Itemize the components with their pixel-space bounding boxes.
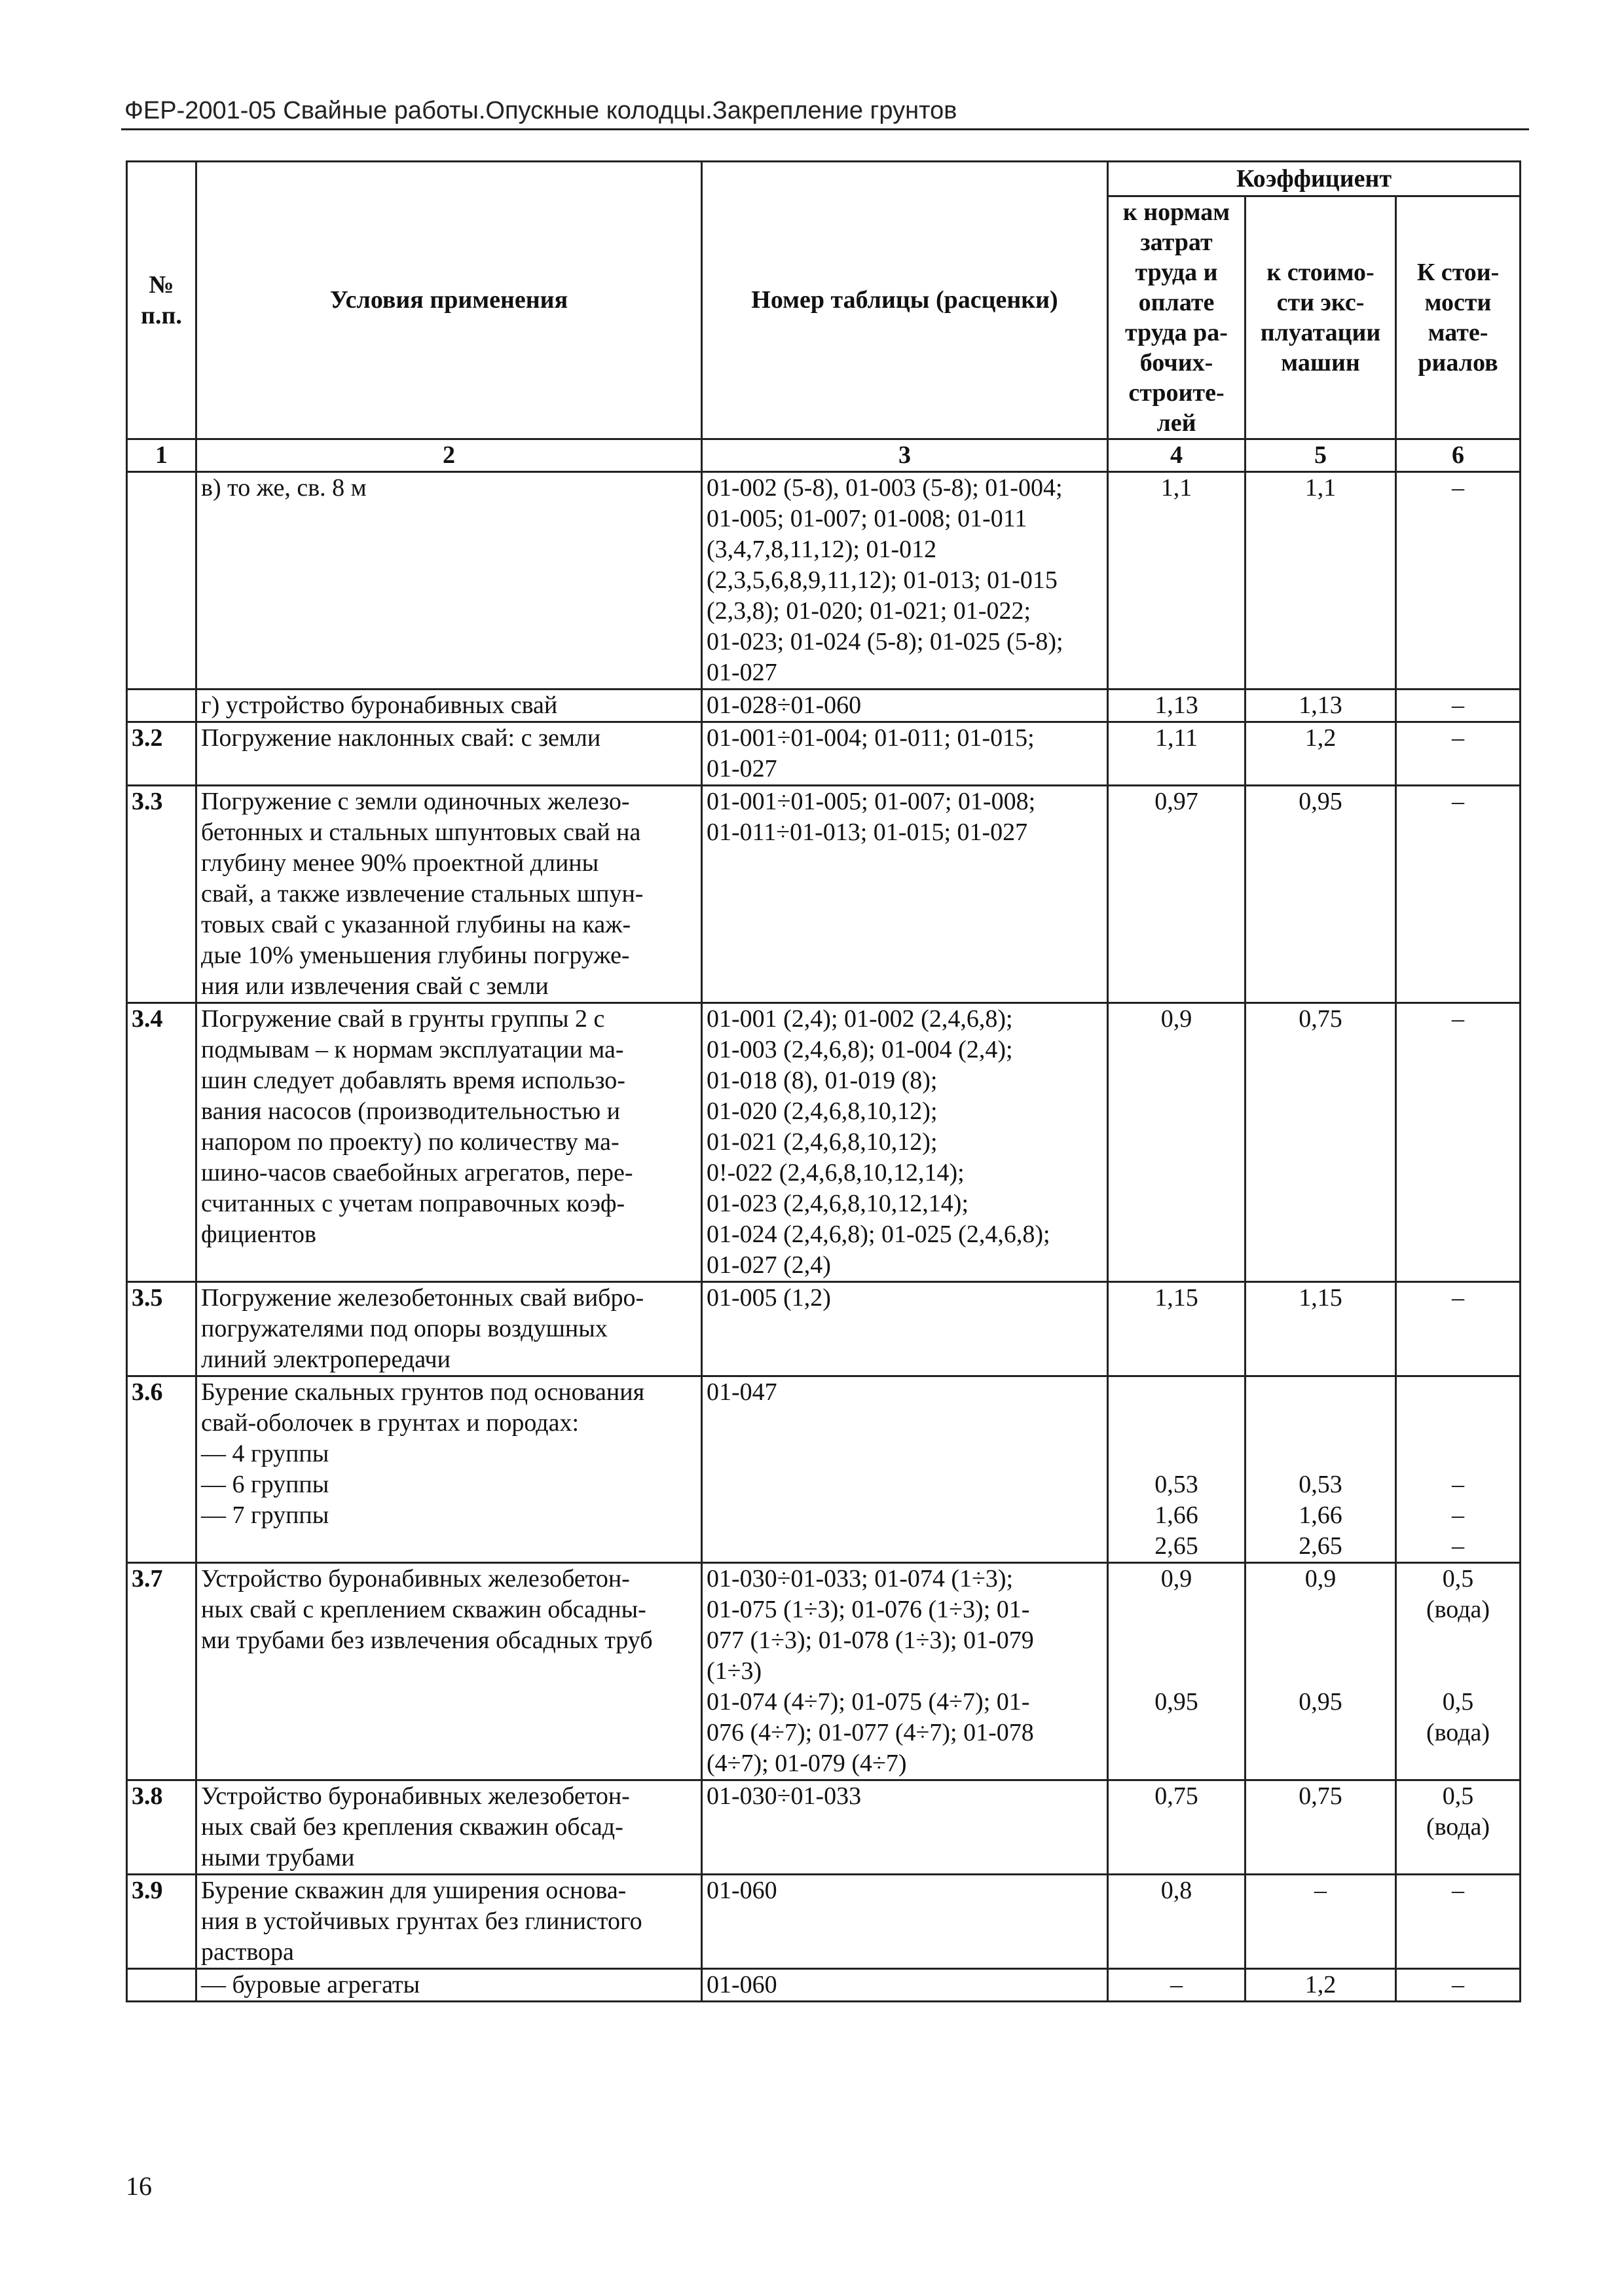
column-number: 5: [1246, 439, 1396, 472]
table-number-cell-line: 01-060: [707, 1971, 777, 1998]
materials-coef-cell-line: (вода): [1426, 1813, 1490, 1841]
condition-cell: [196, 1282, 702, 1376]
table-number-cell-line: (4÷7); 01-079 (4÷7): [707, 1750, 907, 1777]
machines-coef-cell-line: 2,65: [1299, 1532, 1342, 1560]
table-number-cell-line: 01-001 (2,4); 01-002 (2,4,6,8);: [707, 1005, 1013, 1033]
machines-coef-cell: [1246, 1875, 1396, 1969]
row-number: 3.8: [127, 1780, 196, 1875]
labor-coef-cell-line: –: [1170, 1971, 1183, 1998]
materials-coef-cell-line: [1401, 1625, 1515, 1656]
row-number: 3.3: [127, 786, 196, 1003]
condition-cell-line: фициентов: [201, 1221, 316, 1248]
row-number: 3.9: [127, 1875, 196, 1969]
machines-coef-cell-line: 0,95: [1299, 788, 1342, 815]
table-number-cell-line: 076 (4÷7); 01-077 (4÷7); 01-078: [707, 1719, 1034, 1746]
table-number-cell: [702, 1563, 1108, 1780]
machines-coef-cell-line: 0,53: [1299, 1471, 1342, 1498]
materials-coef-cell-line: –: [1452, 1877, 1465, 1904]
table-number-cell-line: 01-011÷01-013; 01-015; 01-027: [707, 819, 1028, 846]
labor-coef-cell: [1108, 1003, 1246, 1282]
condition-cell-line: дые 10% уменьшения глубины погруже-: [201, 942, 630, 969]
header-machines-line: сти экс-: [1276, 289, 1365, 316]
materials-coef-cell: [1396, 1563, 1521, 1780]
machines-coef-cell-line: 0,9: [1304, 1565, 1337, 1592]
labor-coef-cell-line: [1113, 1625, 1240, 1656]
condition-cell-line: Погружение свай в грунты группы 2 с: [201, 1005, 605, 1033]
row-number: [127, 1969, 196, 2002]
table-number-cell-line: 01-023 (2,4,6,8,10,12,14);: [707, 1190, 969, 1217]
header-coefficient: Коэффициент: [1108, 162, 1521, 196]
header-materials-line: мости: [1424, 289, 1492, 316]
table-number-cell: [702, 1003, 1108, 1282]
header-table-number: Номер таблицы (расценки): [702, 162, 1108, 439]
table-number-cell-line: (2,3,5,6,8,9,11,12); 01-013; 01-015: [707, 566, 1058, 594]
materials-coef-cell-line: [1401, 1377, 1515, 1408]
table-number-cell-line: 01-002 (5-8), 01-003 (5-8); 01-004;: [707, 474, 1063, 502]
condition-cell-line: — 7 группы: [201, 1501, 329, 1529]
row-number: 3.4: [127, 1003, 196, 1282]
condition-cell-line: Бурение скважин для уширения основа-: [201, 1877, 627, 1904]
labor-coef-cell-line: 0,95: [1154, 1688, 1198, 1716]
materials-coef-cell-line: (вода): [1426, 1719, 1490, 1746]
table-row: [127, 1969, 1521, 2002]
table-number-cell-line: 01-005 (1,2): [707, 1284, 831, 1312]
machines-coef-cell-line: –: [1314, 1877, 1327, 1904]
header-materials: [1396, 196, 1521, 439]
materials-coef-cell-line: 0,5: [1442, 1688, 1474, 1716]
condition-cell: [196, 1780, 702, 1875]
condition-cell: [196, 690, 702, 722]
materials-coef-cell-line: –: [1452, 1005, 1465, 1033]
table-number-cell-line: 01-023; 01-024 (5-8); 01-025 (5-8);: [707, 628, 1063, 655]
labor-coef-cell-line: 0,97: [1154, 788, 1198, 815]
table-number-cell-line: 01-021 (2,4,6,8,10,12);: [707, 1128, 938, 1156]
table-number-cell-line: 01-024 (2,4,6,8); 01-025 (2,4,6,8);: [707, 1221, 1050, 1248]
labor-coef-cell-line: 1,66: [1154, 1501, 1198, 1529]
table-number-cell-line: (1÷3): [707, 1657, 762, 1685]
materials-coef-cell-line: 0,5: [1442, 1565, 1474, 1592]
materials-coef-cell-line: –: [1452, 691, 1465, 719]
row-number: 3.5: [127, 1282, 196, 1376]
labor-coef-cell-line: [1113, 1377, 1240, 1408]
machines-coef-cell-line: 1,13: [1299, 691, 1342, 719]
table-number-cell-line: 01-027: [707, 659, 777, 686]
table-row: [127, 722, 1521, 786]
materials-coef-cell-line: –: [1452, 1971, 1465, 1998]
row-number: [127, 472, 196, 690]
table-number-cell-line: 01-001÷01-005; 01-007; 01-008;: [707, 788, 1036, 815]
table-row: [127, 1003, 1521, 1282]
header-num-line: п.п.: [141, 301, 182, 329]
condition-cell: [196, 1376, 702, 1563]
running-header: ФЕР-2001-05 Свайные работы.Опускные колодцы.Закрепление грунтов: [124, 97, 957, 124]
header-machines-line: машин: [1281, 349, 1360, 377]
condition-cell: [196, 722, 702, 786]
table-number-cell-line: (2,3,8); 01-020; 01-021; 01-022;: [707, 597, 1031, 625]
condition-cell-line: свай, а также извлечение стальных шпун-: [201, 880, 644, 908]
header-labor-line: к нормам: [1122, 198, 1230, 226]
table-number-cell: [702, 1376, 1108, 1563]
machines-coef-cell: [1246, 690, 1396, 722]
table-number-cell-line: 01-074 (4÷7); 01-075 (4÷7); 01-: [707, 1688, 1030, 1716]
table-row: [127, 1780, 1521, 1875]
table-number-cell-line: 01-028÷01-060: [707, 691, 862, 719]
labor-coef-cell-line: 0,53: [1154, 1471, 1198, 1498]
condition-cell: [196, 1563, 702, 1780]
labor-coef-cell: [1108, 1875, 1246, 1969]
condition-cell-line: товых свай с указанной глубины на каж-: [201, 911, 631, 938]
machines-coef-cell-line: 1,2: [1304, 1971, 1337, 1998]
labor-coef-cell-line: 0,9: [1160, 1005, 1192, 1033]
table-number-cell-line: 01-027: [707, 755, 777, 782]
column-number: 3: [702, 439, 1108, 472]
condition-cell-line: бетонных и стальных шпунтовых свай на: [201, 819, 641, 846]
machines-coef-cell-line: [1250, 1377, 1391, 1408]
table-number-cell-line: (3,4,7,8,11,12); 01-012: [707, 536, 937, 563]
condition-cell-line: раствора: [201, 1938, 294, 1966]
header-machines: [1246, 196, 1396, 439]
table-number-cell: [702, 1875, 1108, 1969]
labor-coef-cell: [1108, 1376, 1246, 1563]
materials-coef-cell-line: [1401, 1439, 1515, 1469]
table-number-cell: [702, 786, 1108, 1003]
condition-cell-line: погружателями под опоры воздушных: [201, 1315, 608, 1342]
materials-coef-cell: [1396, 690, 1521, 722]
table-row: [127, 1282, 1521, 1376]
materials-coef-cell: [1396, 1875, 1521, 1969]
machines-coef-cell-line: 1,1: [1304, 474, 1337, 502]
header-labor-line: бочих-: [1139, 349, 1213, 377]
table-number-cell-line: 01-020 (2,4,6,8,10,12);: [707, 1097, 938, 1125]
header-machines-line: плуатации: [1260, 319, 1381, 346]
materials-coef-cell: [1396, 1282, 1521, 1376]
labor-coef-cell-line: [1113, 1439, 1240, 1469]
machines-coef-cell-line: [1250, 1625, 1391, 1656]
machines-coef-cell: [1246, 1780, 1396, 1875]
condition-cell-line: шин следует добавлять время использо-: [201, 1067, 625, 1094]
machines-coef-cell: [1246, 472, 1396, 690]
machines-coef-cell: [1246, 1969, 1396, 2002]
condition-cell-line: линий электропередачи: [201, 1346, 451, 1373]
table-row: [127, 1875, 1521, 1969]
materials-coef-cell-line: (вода): [1426, 1596, 1490, 1623]
header-materials-line: К стои-: [1416, 259, 1500, 286]
column-number: 4: [1108, 439, 1246, 472]
labor-coef-cell-line: 2,65: [1154, 1532, 1198, 1560]
materials-coef-cell-line: –: [1452, 1284, 1465, 1312]
condition-cell-line: ными трубами: [201, 1844, 355, 1871]
labor-coef-cell: [1108, 1969, 1246, 2002]
machines-coef-cell: [1246, 1376, 1396, 1563]
table-row: [127, 690, 1521, 722]
machines-coef-cell-line: 1,66: [1299, 1501, 1342, 1529]
table-row: [127, 472, 1521, 690]
materials-coef-cell: [1396, 1003, 1521, 1282]
header-materials-line: мате-: [1428, 319, 1488, 346]
column-number: 6: [1396, 439, 1521, 472]
condition-cell-line: ния в устойчивых грунтах без глинистого: [201, 1907, 642, 1935]
table-header: [127, 162, 1521, 472]
table-number-cell-line: 077 (1÷3); 01-078 (1÷3); 01-079: [707, 1627, 1034, 1654]
table-number-cell-line: 0!-022 (2,4,6,8,10,12,14);: [707, 1159, 965, 1187]
condition-cell: [196, 786, 702, 1003]
table-row: [127, 1376, 1521, 1563]
row-number: [127, 690, 196, 722]
materials-coef-cell-line: –: [1452, 788, 1465, 815]
column-number: 2: [196, 439, 702, 472]
materials-coef-cell: [1396, 1969, 1521, 2002]
materials-coef-cell: [1396, 1780, 1521, 1875]
condition-cell-line: глубину менее 90% проектной длины: [201, 849, 599, 877]
labor-coef-cell-line: 1,15: [1154, 1284, 1198, 1312]
condition-cell-line: ми трубами без извлечения обсадных труб: [201, 1627, 653, 1654]
machines-coef-cell-line: [1250, 1439, 1391, 1469]
table-row: [127, 1563, 1521, 1780]
header-labor: [1108, 196, 1246, 439]
header-labor-line: строите-: [1128, 379, 1225, 407]
table-number-cell: [702, 472, 1108, 690]
row-number: 3.6: [127, 1376, 196, 1563]
machines-coef-cell: [1246, 722, 1396, 786]
row-number: 3.2: [127, 722, 196, 786]
materials-coef-cell-line: [1401, 1408, 1515, 1439]
condition-cell-line: Погружение железобетонных свай вибро-: [201, 1284, 644, 1312]
header-machines-line: к стоимо-: [1266, 259, 1375, 286]
header-labor-line: затрат: [1140, 229, 1213, 256]
table-number-cell: [702, 690, 1108, 722]
table-number-cell: [702, 722, 1108, 786]
materials-coef-cell-line: –: [1452, 1532, 1465, 1560]
table-number-cell-line: 01-003 (2,4,6,8); 01-004 (2,4);: [707, 1036, 1013, 1063]
table-number-cell-line: 01-005; 01-007; 01-008; 01-011: [707, 505, 1027, 532]
materials-coef-cell: [1396, 1376, 1521, 1563]
condition-cell-line: напором по проекту) по количеству ма-: [201, 1128, 619, 1156]
labor-coef-cell: [1108, 472, 1246, 690]
materials-coef-cell-line: [1401, 1656, 1515, 1687]
condition-cell-line: Погружение с земли одиночных железо-: [201, 788, 630, 815]
condition-cell-line: ния или извлечения свай с земли: [201, 972, 549, 1000]
condition-cell: [196, 1003, 702, 1282]
labor-coef-cell-line: 1,1: [1160, 474, 1192, 502]
table-row: [127, 786, 1521, 1003]
condition-cell-line: свай-оболочек в грунтах и породах:: [201, 1409, 580, 1437]
labor-coef-cell: [1108, 786, 1246, 1003]
table-number-cell-line: 01-060: [707, 1877, 777, 1904]
table-number-cell: [702, 1969, 1108, 2002]
labor-coef-cell: [1108, 722, 1246, 786]
condition-cell-line: Бурение скальных грунтов под основания: [201, 1378, 645, 1406]
header-conditions: Условия применения: [196, 162, 702, 439]
coefficient-table: [126, 160, 1521, 2002]
header-num-line: №: [149, 270, 174, 299]
condition-cell: [196, 1969, 702, 2002]
condition-cell-line: ных свай без крепления скважин обсад-: [201, 1813, 623, 1841]
labor-coef-cell: [1108, 1780, 1246, 1875]
machines-coef-cell: [1246, 1563, 1396, 1780]
condition-cell-line: — 6 группы: [201, 1471, 329, 1498]
machines-coef-cell-line: 0,75: [1299, 1782, 1342, 1810]
machines-coef-cell-line: [1250, 1656, 1391, 1687]
table-number-cell-line: 01-018 (8), 01-019 (8);: [707, 1067, 938, 1094]
header-labor-line: труда ра-: [1125, 319, 1228, 346]
condition-cell-line: Погружение наклонных свай: с земли: [201, 724, 601, 752]
machines-coef-cell-line: [1250, 1594, 1391, 1625]
materials-coef-cell-line: –: [1452, 1471, 1465, 1498]
materials-coef-cell-line: –: [1452, 724, 1465, 752]
machines-coef-cell: [1246, 1282, 1396, 1376]
condition-cell-line: — 4 группы: [201, 1440, 329, 1467]
header-labor-line: труда и: [1135, 259, 1218, 286]
machines-coef-cell: [1246, 786, 1396, 1003]
materials-coef-cell-line: –: [1452, 1501, 1465, 1529]
condition-cell-line: — буровые агрегаты: [201, 1971, 420, 1998]
labor-coef-cell-line: 1,11: [1154, 724, 1198, 752]
table-number-cell-line: 01-047: [707, 1378, 777, 1406]
materials-coef-cell: [1396, 722, 1521, 786]
header-rule: [121, 128, 1529, 130]
machines-coef-cell-line: 0,95: [1299, 1688, 1342, 1716]
labor-coef-cell-line: [1113, 1408, 1240, 1439]
condition-cell-line: г) устройство буронабивных свай: [201, 691, 558, 719]
table-number-cell-line: 01-030÷01-033: [707, 1782, 862, 1810]
machines-coef-cell-line: 1,15: [1299, 1284, 1342, 1312]
row-number: 3.7: [127, 1563, 196, 1780]
page-number: 16: [126, 2171, 152, 2201]
labor-coef-cell: [1108, 1563, 1246, 1780]
condition-cell-line: вания насосов (производительностью и: [201, 1097, 620, 1125]
header-labor-line: лей: [1156, 409, 1196, 437]
condition-cell-line: Устройство буронабивных железобетон-: [201, 1782, 630, 1810]
table-body: [127, 472, 1521, 2002]
condition-cell-line: шино-часов сваебойных агрегатов, пере-: [201, 1159, 633, 1187]
condition-cell: [196, 472, 702, 690]
table-number-cell-line: 01-075 (1÷3); 01-076 (1÷3); 01-: [707, 1596, 1030, 1623]
labor-coef-cell-line: 0,9: [1160, 1565, 1192, 1592]
labor-coef-cell-line: 0,8: [1160, 1877, 1192, 1904]
column-number: 1: [127, 439, 196, 472]
condition-cell: [196, 1875, 702, 1969]
condition-cell-line: в) то же, св. 8 м: [201, 474, 367, 502]
labor-coef-cell-line: [1113, 1594, 1240, 1625]
materials-coef-cell: [1396, 472, 1521, 690]
machines-coef-cell-line: 0,75: [1299, 1005, 1342, 1033]
condition-cell-line: считанных с учетам поправочных коэф-: [201, 1190, 625, 1217]
materials-coef-cell: [1396, 786, 1521, 1003]
header-num: [127, 162, 196, 439]
machines-coef-cell-line: [1250, 1408, 1391, 1439]
labor-coef-cell-line: [1113, 1656, 1240, 1687]
machines-coef-cell: [1246, 1003, 1396, 1282]
materials-coef-cell-line: –: [1452, 474, 1465, 502]
condition-cell-line: ных свай с креплением скважин обсадны-: [201, 1596, 646, 1623]
table-number-cell-line: 01-001÷01-004; 01-011; 01-015;: [707, 724, 1035, 752]
table-number-cell: [702, 1780, 1108, 1875]
labor-coef-cell: [1108, 690, 1246, 722]
column-number-row: [127, 439, 1521, 472]
header-labor-line: оплате: [1138, 289, 1215, 316]
materials-coef-cell-line: 0,5: [1442, 1782, 1474, 1810]
labor-coef-cell: [1108, 1282, 1246, 1376]
table-number-cell: [702, 1282, 1108, 1376]
table-number-cell-line: 01-030÷01-033; 01-074 (1÷3);: [707, 1565, 1014, 1592]
header-materials-line: риалов: [1418, 349, 1498, 377]
labor-coef-cell-line: 1,13: [1154, 691, 1198, 719]
condition-cell-line: Устройство буронабивных железобетон-: [201, 1565, 630, 1592]
condition-cell-line: подмывам – к нормам эксплуатации ма-: [201, 1036, 624, 1063]
table-number-cell-line: 01-027 (2,4): [707, 1251, 831, 1279]
labor-coef-cell-line: 0,75: [1154, 1782, 1198, 1810]
machines-coef-cell-line: 1,2: [1304, 724, 1337, 752]
